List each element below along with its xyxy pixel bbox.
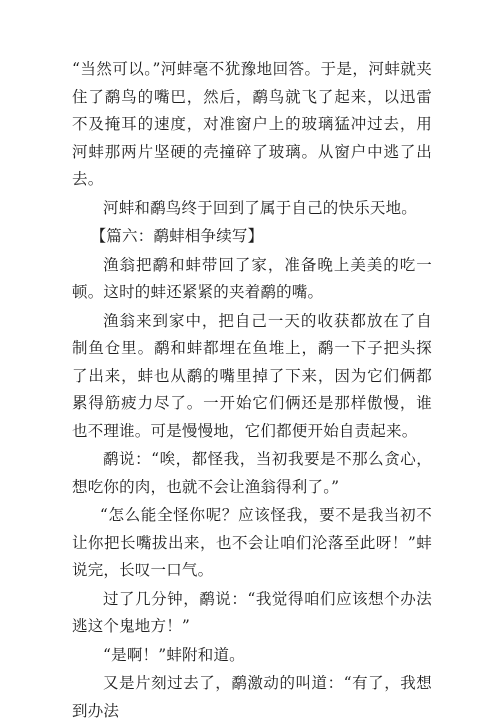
paragraph: 河蚌和鹬鸟终于回到了属于自己的快乐天地。 [103, 198, 418, 217]
paragraph: 又是片刻过去了，鹬激动的叫道：“有了，我想到办法 [72, 674, 432, 720]
document-body [72, 56, 432, 726]
paragraph: 过了几分钟，鹬说：“我觉得咱们应该想个办法逃这个鬼地方！” [72, 589, 432, 636]
paragraph: “怎么能全怪你呢？应该怪我，要不是我当初不让你把长嘴拔出来，也不会让咱们沦落至此呀！”蚌说完，长叹一口气。 [72, 506, 432, 580]
paragraph: “是啊！”蚌附和道。 [103, 645, 245, 664]
paragraph: 渔翁把鹬和蚌带回了家，准备晚上美美的吃一顿。这时的蚌还紧紧的夹着鹬的嘴。 [72, 255, 432, 302]
section-heading: 【篇六：鹬蚌相争续写】 [90, 227, 264, 246]
paragraph: “当然可以。”河蚌毫不犹豫地回答。于是，河蚌就夹住了鹬鸟的嘴巴，然后，鹬鸟就飞了起来，以迅雷不及掩耳的速度，对准窗户上的玻璃猛冲过去，用河蚌那两片坚硬的壳撞碎了玻璃。从窗户中逃了出去。 [72, 60, 432, 189]
paragraph: 鹬说：“唉，都怪我，当初我要是不那么贪心，想吃你的肉，也就不会让渔翁得利了。” [72, 450, 432, 496]
paragraph: 渔翁来到家中，把自己一天的收获都放在了自制鱼仓里。鹬和蚌都埋在鱼堆上，鹬一下子把头探了出来，蚌也从鹬的嘴里掉了下来，因为它们俩都累得筋疲力尽了。一开始它们俩还是那样傲慢，谁也不理谁。可是慢慢地，它们都便开始自责起来。 [72, 311, 432, 440]
